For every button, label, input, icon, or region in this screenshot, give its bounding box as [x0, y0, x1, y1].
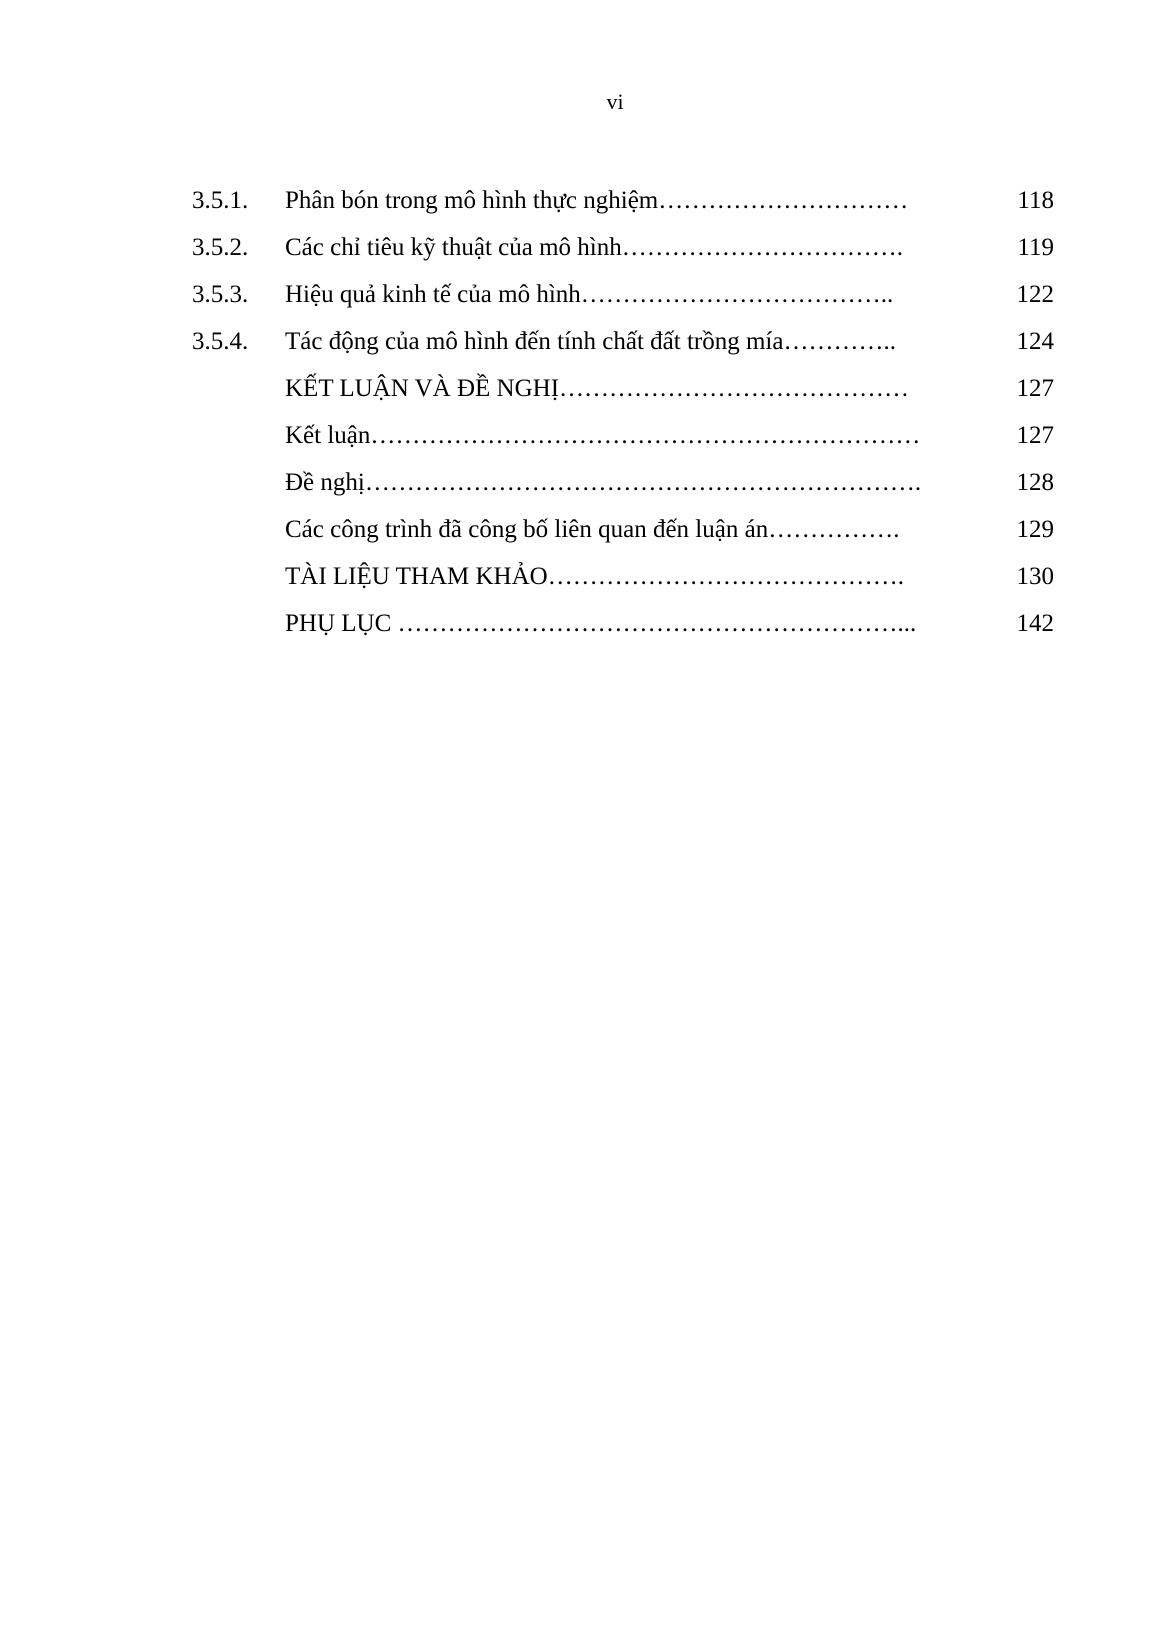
toc-entry-page: 127 [1016, 422, 1054, 449]
toc-entry-page: 129 [1016, 516, 1054, 543]
toc-entry-title: Hiệu quả kinh tế của mô hình……………………………….. [285, 281, 894, 308]
toc-entry [0, 374, 1158, 421]
toc-entry-page: 130 [1016, 563, 1054, 590]
table-of-contents [0, 186, 1158, 656]
toc-entry [0, 327, 1158, 374]
toc-entry [0, 421, 1158, 468]
toc-entry [0, 468, 1158, 515]
toc-entry [0, 515, 1158, 562]
toc-entry-number: 3.5.3. [192, 281, 249, 308]
toc-entry-title: PHỤ LỤC ……………………………………………………... [285, 610, 917, 637]
toc-entry-title: TÀI LIỆU THAM KHẢO……………………………………. [285, 563, 904, 590]
toc-entry [0, 280, 1158, 327]
toc-entry-page: 128 [1016, 469, 1054, 496]
toc-entry-page: 127 [1016, 375, 1054, 402]
toc-entry-page: 122 [1016, 281, 1054, 308]
toc-entry-number: 3.5.2. [192, 234, 249, 261]
toc-entry-title: Đề nghị…………………………………………………………. [285, 469, 922, 496]
toc-entry-title: Tác động của mô hình đến tính chất đất trồng mía………….. [285, 328, 896, 355]
toc-entry [0, 562, 1158, 609]
toc-entry [0, 186, 1158, 233]
toc-entry [0, 609, 1158, 656]
toc-entry-title: Kết luận………………………………………………………… [285, 422, 921, 449]
toc-entry-page: 142 [1016, 610, 1054, 637]
toc-entry-page: 118 [1017, 187, 1054, 214]
toc-entry-title: Phân bón trong mô hình thực nghiệm………………………… [285, 187, 909, 214]
toc-entry-title: Các chỉ tiêu kỹ thuật của mô hình……………………………. [285, 234, 903, 261]
toc-entry-number: 3.5.4. [192, 328, 249, 355]
toc-entry-page: 119 [1017, 234, 1054, 261]
toc-entry-page: 124 [1016, 328, 1054, 355]
toc-entry-title: KẾT LUẬN VÀ ĐỀ NGHỊ…………………………………… [285, 375, 910, 402]
toc-entry-number: 3.5.1. [192, 187, 249, 214]
toc-entry [0, 233, 1158, 280]
toc-entry-title: Các công trình đã công bố liên quan đến luận án……………. [285, 516, 900, 543]
page-number: vi [606, 89, 624, 114]
